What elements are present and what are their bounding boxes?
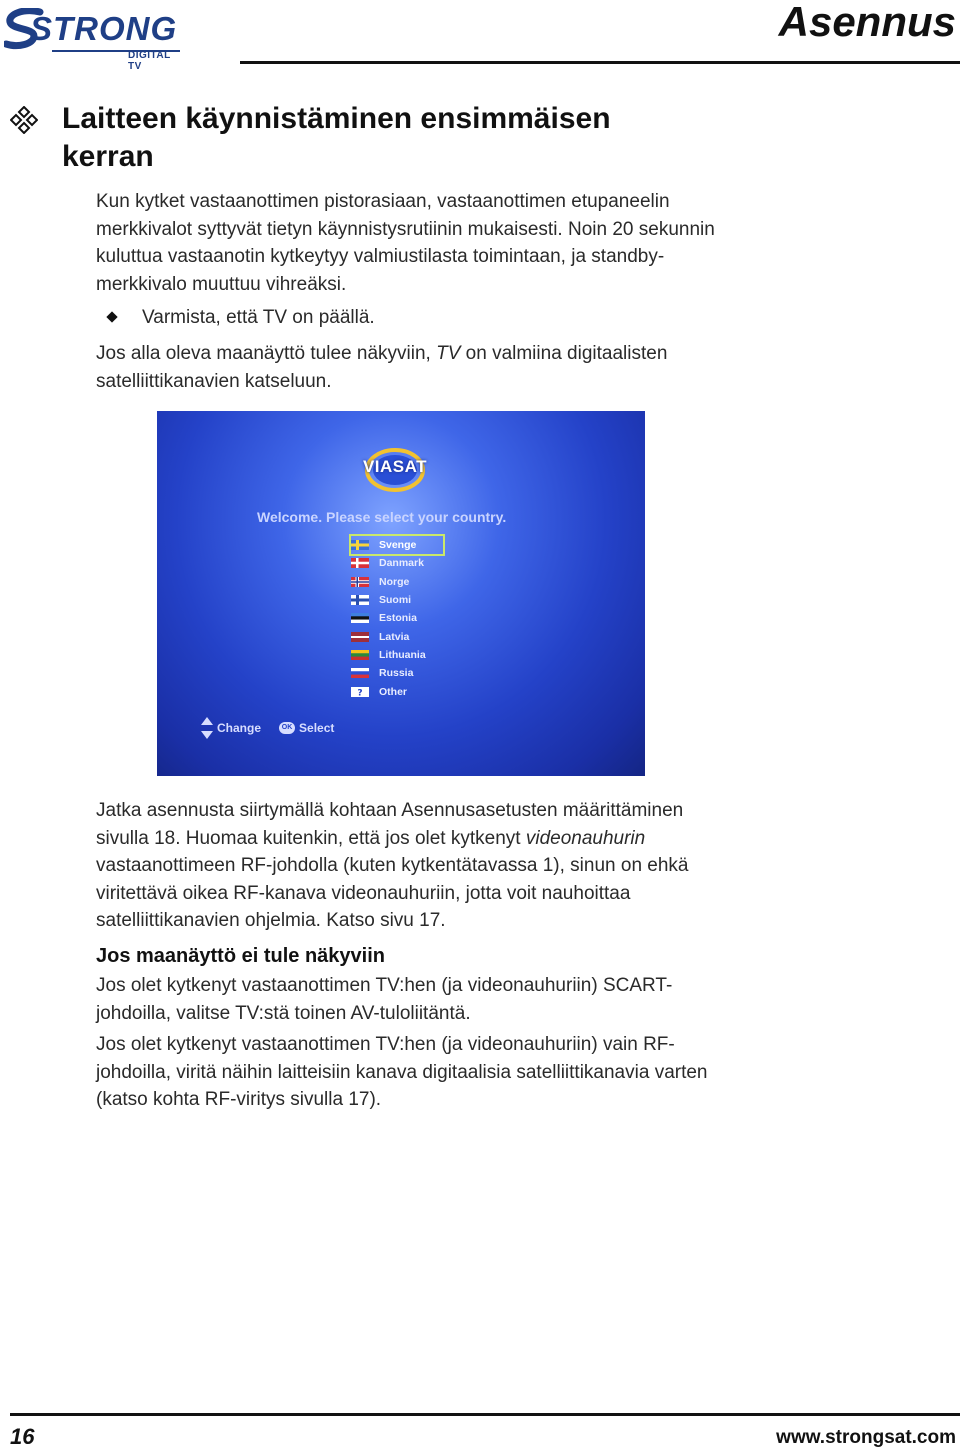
bullet-text: Varmista, että TV on päällä. <box>142 307 375 328</box>
diamond-bullet-icon <box>106 311 117 322</box>
screen-note-emphasis: TV <box>436 343 461 364</box>
denmark-flag-icon <box>351 558 369 568</box>
country-item-other[interactable] <box>351 682 443 700</box>
bullet-item <box>108 307 375 329</box>
country-item-svenge[interactable] <box>351 536 443 554</box>
tv-footer-hints <box>201 717 334 739</box>
continue-paragraph <box>96 797 736 935</box>
unknown-flag-icon <box>351 687 369 697</box>
website-link[interactable]: www.strongsat.com <box>776 1427 956 1448</box>
country-item-estonia[interactable] <box>351 609 443 627</box>
country-label: Russia <box>379 667 414 680</box>
footer-rule <box>10 1413 960 1416</box>
brand-subtitle: DIGITAL TV <box>128 50 171 72</box>
tv-welcome-text: Welcome. Please select your country. <box>257 509 507 525</box>
strong-logo <box>4 6 184 72</box>
country-label: Latvia <box>379 630 410 643</box>
subheading: Jos maanäyttö ei tule näkyviin <box>96 945 385 967</box>
country-item-norge[interactable] <box>351 573 443 591</box>
scart-paragraph: Jos olet kytkenyt vastaanottimen TV:hen (ja videonauhuriin) SCART-johdoilla, valitse TV:stä toinen AV-tuloliitäntä. <box>96 975 673 1024</box>
brand-name: STRONG <box>30 10 178 47</box>
intro-paragraph: Kun kytket vastaanottimen pistorasiaan, vastaanottimen etupaneelin merkkivalot syttyvät tietyn käynnistysrutiinin mukaisesti. Noin 20 sekunnin kuluttua vastaanotin kytkeytyy valmiustilasta toimintaan, ja standby-merkkivalo muuttuu vihreäksi. <box>96 191 715 295</box>
lithuania-flag-icon <box>351 650 369 660</box>
continue-text-end: vastaanottimeen RF-johdolla (kuten kytkentätavassa 1), sinun on ehkä viritettävä oikea RF-kanava videonauhuriin, jotta voit nauhoittaa satelliittikanavien ohjelmia. Katso sivu 17. <box>96 855 689 931</box>
country-item-latvia[interactable] <box>351 627 443 645</box>
country-label: Danmark <box>379 557 424 570</box>
estonia-flag-icon <box>351 613 369 623</box>
country-item-danmark[interactable] <box>351 554 443 572</box>
tv-screen-image <box>157 411 645 776</box>
screen-note-text: Jos alla oleva maanäyttö tulee näkyviin, <box>96 343 437 364</box>
screen-note-paragraph <box>96 340 736 395</box>
continue-emphasis: videonauhurin <box>525 827 646 849</box>
country-item-suomi[interactable] <box>351 591 443 609</box>
continue-text: Jatka asennusta siirtymällä kohtaan Asennusasetusten määrittäminen sivulla 18. Huomaa kuitenkin, että jos olet kytkenyt <box>96 800 684 849</box>
select-hint: Select <box>299 721 335 735</box>
country-label: Lithuania <box>379 648 426 661</box>
country-label: Svenge <box>379 539 417 552</box>
country-list <box>351 536 443 701</box>
country-label: Suomi <box>379 594 412 607</box>
viasat-logo-text: VIASAT <box>362 457 428 476</box>
latvia-flag-icon <box>351 632 369 642</box>
country-item-lithuania[interactable] <box>351 646 443 664</box>
section-title: Asennus <box>778 0 956 45</box>
norway-flag-icon <box>351 577 369 587</box>
four-diamond-bullet-icon <box>10 106 38 134</box>
header-rule <box>240 61 960 64</box>
page-number: 16 <box>10 1424 35 1449</box>
finland-flag-icon <box>351 595 369 605</box>
ok-button-icon: OK <box>279 722 295 734</box>
country-item-russia[interactable] <box>351 664 443 682</box>
rf-paragraph: Jos olet kytkenyt vastaanottimen TV:hen (ja videonauhuriin) vain RF-johdoilla, viritä näihin laitteisiin kanava digitaalisia satelliittikanavia varten (katso kohta RF-viritys sivulla 17). <box>96 1034 708 1110</box>
country-label: Estonia <box>379 612 417 625</box>
country-label: Other <box>379 685 408 698</box>
viasat-logo <box>355 445 435 495</box>
sweden-flag-icon <box>351 540 369 550</box>
svg-text:?: ? <box>357 688 363 697</box>
page-heading: Laitteen käynnistäminen ensimmäisen kerran <box>62 102 611 173</box>
russia-flag-icon <box>351 668 369 678</box>
change-hint: Change <box>217 721 262 735</box>
up-down-arrows-icon <box>201 717 213 739</box>
screen-note-text-end: on valmiina digitaalisten satelliittikanavien katseluun. <box>96 343 668 392</box>
country-label: Norge <box>379 575 410 588</box>
